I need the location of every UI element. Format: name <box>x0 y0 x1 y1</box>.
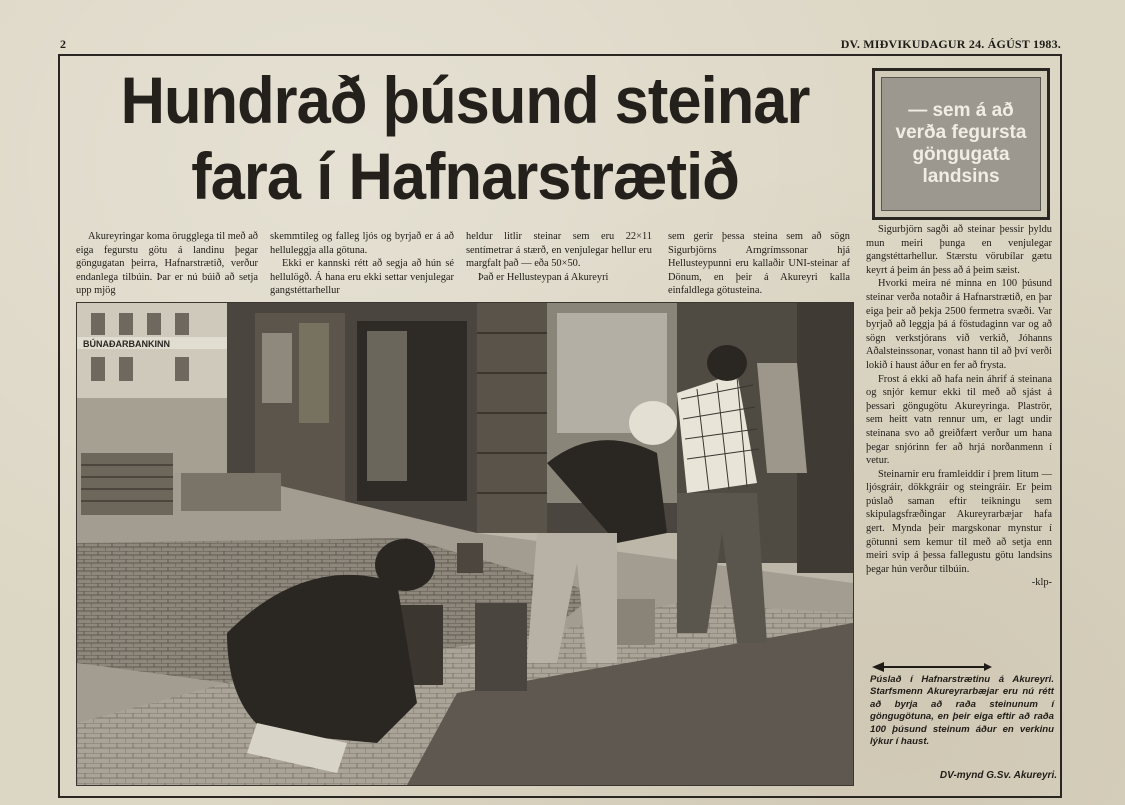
text-column-4 <box>668 230 850 298</box>
paragraph: heldur litlir steinar sem eru 22×11 sentímetrar á stærð, en venjulegar hellur eru margfalt það — eða 50×50. <box>466 231 652 270</box>
subhead-box <box>872 68 1050 220</box>
subhead-panel <box>881 77 1041 211</box>
paragraph: Frost á ekki að hafa nein áhrif á steinana og snjór kemur ekki til með að sjást á þessari göngugötu Akureyringa. Plaströr, sem heitt vatn rennur um, er lagt undir steinana svo að greiðfært verður um hana þegar snjórinn fer að hrjá norðanmenn í vetur. <box>866 373 1052 467</box>
subhead: — sem á að verða fegursta göngugata landsins <box>895 100 1027 187</box>
news-photo <box>76 302 854 786</box>
paragraph: Það er Hellusteypan á Akureyri <box>478 271 609 283</box>
photo-sign-text: BÚNAÐARBANKINN <box>83 339 170 349</box>
paragraph: Ekki er kannski rétt að segja að hún sé hellulögð. Á hana eru ekki settar venjulegar gangstéttarhellur <box>270 258 454 297</box>
paragraph: Hvorki meira né minna en 100 þúsund steinar verða notaðir á Hafnarstrætið, en þar eiga þeir að þekja 2500 fermetra svæði. Var byrjað að leggja þá á föstudaginn var og að sögn verkstjórans við verkið, Jóhanns Aðalsteinssonar, vonast hann til að því verði lokið í haust áður en fer að frysta. <box>866 278 1052 371</box>
photo-credit: DV-mynd G.Sv. Akureyri. <box>939 770 1057 781</box>
paragraph: Steinarnir eru framleiddir í þrem litum — ljósgráir, dökkgráir og steingráir. Er þeim púslað saman eftir teikningu sem skipulagsfræðingar Akureyrarbæjar hafa gert. Mynda þeir margskonar mynstur í götunni sem kemur til með að setja enn meiri svip á þessa fallegustu götu landsins þegar hún verður tilbúin. <box>866 468 1052 575</box>
paragraph: Akureyringar koma örugglega til með að eiga fegurstu götu á landinu þegar göngugatan þeirra, Hafnarstrætið, verður endanlega tilbúin. Þar er nú búið að setja upp mjög <box>76 231 258 297</box>
dateline: DV. MIÐVIKUDAGUR 24. ÁGÚST 1983. <box>840 37 1061 51</box>
text-column-3 <box>466 230 652 284</box>
headline: Hundrað þúsund steinar fara í Hafnarstrætið <box>120 63 810 213</box>
paragraph: skemmtileg og falleg ljós og byrjað er á að helluleggja alla götuna. <box>270 231 454 256</box>
photo-illustration <box>77 303 853 785</box>
page-number: 2 <box>60 37 66 51</box>
text-column-1 <box>76 230 258 298</box>
left-arrow-icon <box>872 661 1052 673</box>
photo-caption: Púslað í Hafnarstrætinu á Akureyri. Starfsmenn Akureyrarbæjar eru nú rétt að byrja að raða steinunum í göngugötuna, en þeir eiga eftir að raða 100 þúsund steinum áður en verkinu lýkur í haust. <box>870 674 1054 748</box>
paragraph: Sigurbjörn sagði að steinar þessir þyldu mun meiri þunga en venjulegar gangstéttarhellur. Stærstu vörubílar gætu keyrt á þeim án þess að á þeim sæist. <box>866 224 1052 276</box>
signature: -klp- <box>1031 577 1052 589</box>
paragraph: sem gerir þessa steina sem að sögn Sigurbjörns Arngrímssonar hjá Hellusteypunni eru kallaðir UNI-steinar af Dönum, en þeir á Akureyri kalla einfaldlega götusteina. <box>668 231 850 297</box>
text-column-2 <box>270 230 454 298</box>
text-column-5 <box>866 223 1052 590</box>
